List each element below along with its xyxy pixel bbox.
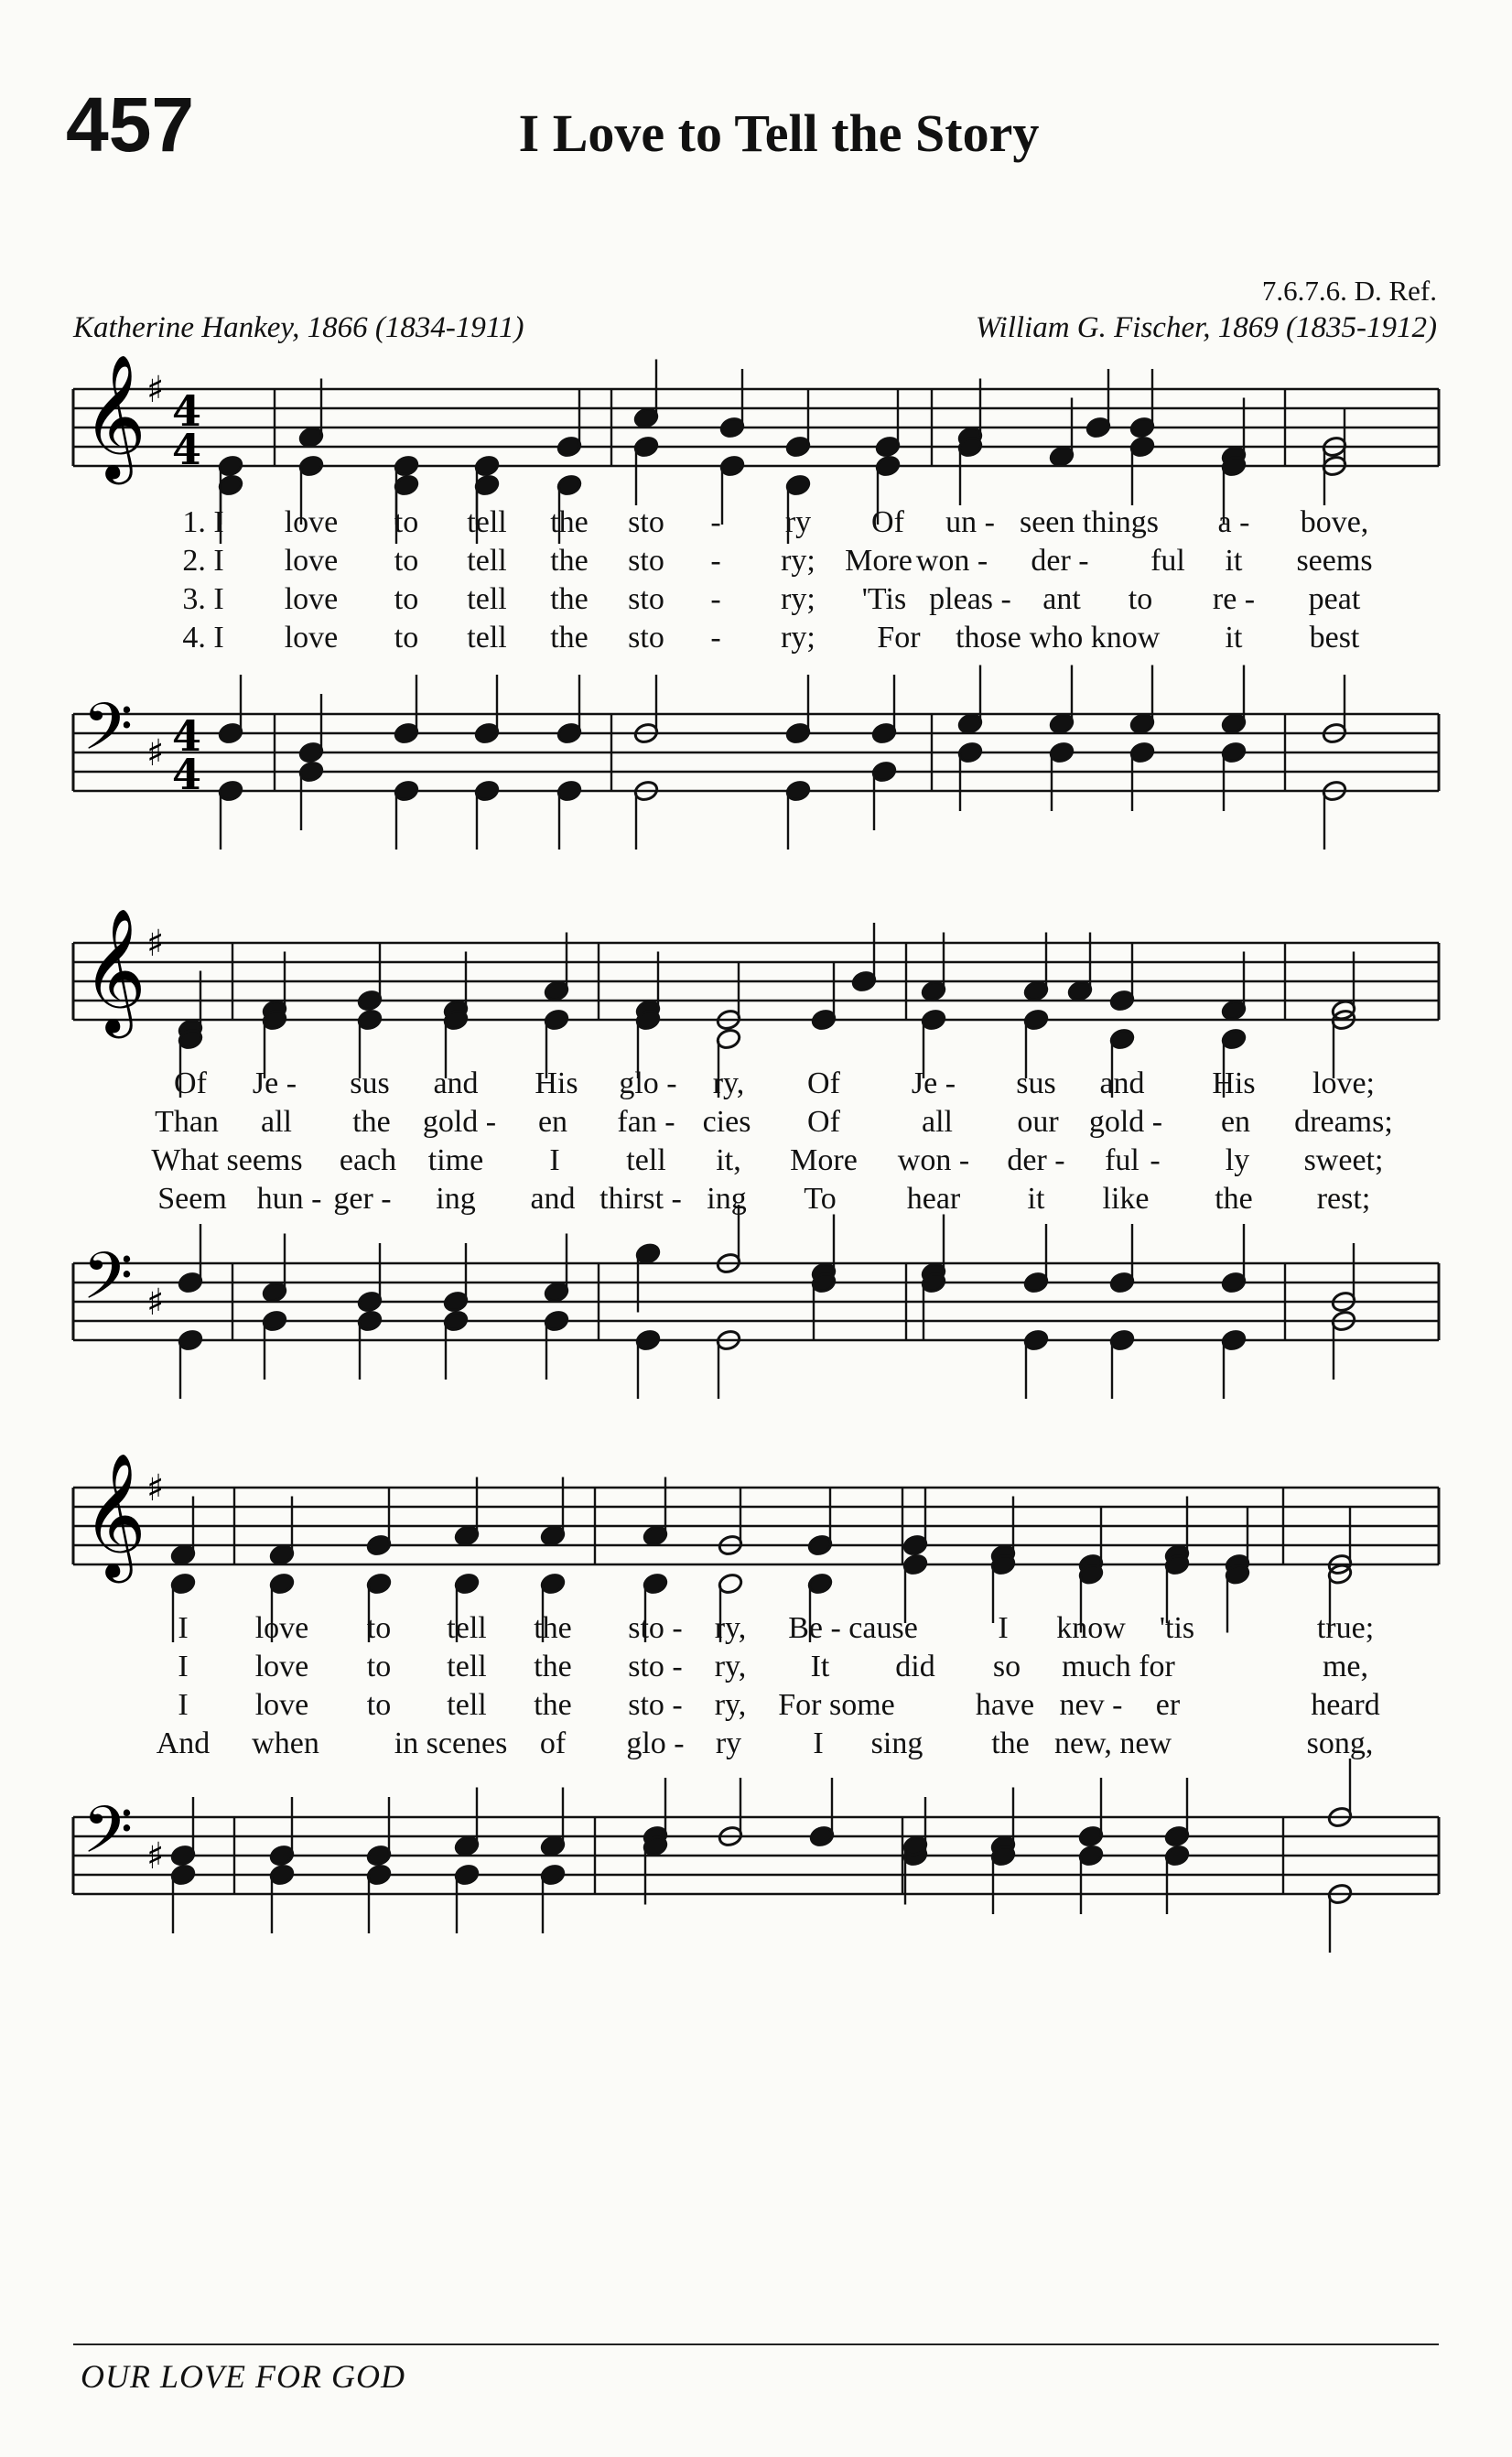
author-credit: Katherine Hankey, 1866 (1834-1911) xyxy=(73,311,524,344)
lyric-syllable: when xyxy=(252,1726,319,1760)
system-1-lyrics xyxy=(0,505,1512,670)
lyric-syllable: I xyxy=(549,1143,560,1177)
verse-row xyxy=(0,1726,1512,1765)
lyric-syllable: song, xyxy=(1306,1726,1374,1760)
bass-clef-icon: 𝄢 xyxy=(82,689,134,781)
system-2-treble-staff xyxy=(0,897,1512,1080)
system-2-lyrics xyxy=(0,1066,1512,1231)
lyric-syllable: ant xyxy=(1042,582,1081,616)
lyric-syllable: 'Tis xyxy=(861,582,907,616)
lyric-syllable: to xyxy=(394,505,419,539)
lyric-syllable: And xyxy=(156,1726,211,1760)
lyric-syllable: the xyxy=(534,1688,572,1722)
sharp-key-signature-icon: ♯ xyxy=(146,369,165,411)
lyric-syllable: More xyxy=(845,544,913,578)
lyric-syllable: seen things xyxy=(1019,505,1160,539)
lyric-syllable: tell xyxy=(447,1688,487,1722)
lyric-syllable: 2. I xyxy=(182,544,224,578)
time-signature-bottom: 4 xyxy=(172,425,202,474)
lyric-syllable: ful xyxy=(1105,1143,1139,1177)
lyric-syllable: in xyxy=(394,1726,419,1760)
lyric-syllable: I xyxy=(998,1611,1009,1645)
lyric-syllable: the xyxy=(550,621,589,655)
verse-row xyxy=(0,582,1512,621)
sharp-key-signature-icon: ♯ xyxy=(146,1282,165,1324)
lyric-syllable: tell xyxy=(626,1143,666,1177)
system-3-treble-staff xyxy=(0,1446,1512,1629)
lyric-syllable: a - xyxy=(1217,505,1250,539)
lyric-syllable: I xyxy=(178,1688,189,1722)
lyric-syllable: glo - xyxy=(626,1726,685,1760)
lyric-syllable: ing xyxy=(436,1182,476,1216)
lyric-syllable: all xyxy=(261,1105,292,1139)
lyric-syllable: ger - xyxy=(333,1182,392,1216)
hymn-title: I Love to Tell the Story xyxy=(518,103,1040,163)
lyric-syllable: peat xyxy=(1308,582,1361,616)
lyric-syllable: en xyxy=(1220,1105,1251,1139)
lyric-syllable: won - xyxy=(915,544,988,578)
bass-clef-icon: 𝄢 xyxy=(82,1792,134,1884)
lyric-syllable: sto xyxy=(628,582,664,616)
lyric-syllable: - xyxy=(710,505,721,539)
lyric-syllable: en xyxy=(537,1105,568,1139)
lyric-syllable: sto xyxy=(628,544,664,578)
lyric-syllable: sto - xyxy=(628,1650,683,1683)
lyric-syllable: love xyxy=(284,505,339,539)
lyric-syllable: sto - xyxy=(628,1611,683,1645)
verse-row xyxy=(0,1105,1512,1143)
section-category: OUR LOVE FOR GOD xyxy=(81,2358,405,2395)
time-signature-top: 4 xyxy=(172,711,202,761)
lyric-syllable: seems xyxy=(1296,544,1373,578)
lyric-syllable: His xyxy=(535,1066,578,1100)
lyric-syllable: gold - xyxy=(1088,1105,1163,1139)
lyric-syllable: to xyxy=(366,1650,392,1683)
lyric-syllable: Than xyxy=(155,1105,219,1139)
lyric-syllable: Je - xyxy=(911,1066,956,1100)
sharp-key-signature-icon: ♯ xyxy=(146,732,165,774)
lyric-syllable: What seems xyxy=(151,1143,303,1177)
treble-clef-icon: 𝄞 xyxy=(82,352,146,479)
lyric-syllable: ry, xyxy=(714,1611,747,1645)
verse-row xyxy=(0,621,1512,659)
lyric-syllable: scenes xyxy=(426,1726,508,1760)
lyric-syllable: and xyxy=(530,1182,576,1216)
lyric-syllable: Je - xyxy=(252,1066,297,1100)
lyric-syllable: tell xyxy=(467,621,507,655)
verse-row xyxy=(0,505,1512,544)
lyric-syllable: sto - xyxy=(628,1688,683,1722)
lyric-syllable: the xyxy=(550,544,589,578)
time-signature-top: 4 xyxy=(172,386,202,436)
treble-clef-icon: 𝄞 xyxy=(82,906,146,1033)
lyric-syllable: love xyxy=(284,544,339,578)
lyric-syllable: Be - cause xyxy=(788,1611,918,1645)
lyric-syllable: tell xyxy=(447,1611,487,1645)
lyric-syllable: - xyxy=(1150,1143,1161,1177)
lyric-syllable: tell xyxy=(467,544,507,578)
lyric-syllable: 1. I xyxy=(182,505,224,539)
lyric-syllable: cies xyxy=(702,1105,751,1139)
lyric-syllable: bove, xyxy=(1300,505,1369,539)
verse-row xyxy=(0,1182,1512,1220)
lyric-syllable: the xyxy=(550,505,589,539)
lyric-syllable: love; xyxy=(1312,1066,1375,1100)
lyric-syllable: ful xyxy=(1150,544,1185,578)
lyric-syllable: love xyxy=(254,1650,309,1683)
lyric-syllable: un - xyxy=(945,505,995,539)
lyric-syllable: to xyxy=(1128,582,1153,616)
lyric-syllable: love xyxy=(254,1611,309,1645)
lyric-syllable: - xyxy=(710,582,721,616)
lyric-syllable: all xyxy=(922,1105,953,1139)
footer-rule xyxy=(73,2343,1439,2345)
lyric-syllable: Of xyxy=(871,505,904,539)
verse-row xyxy=(0,1650,1512,1688)
sharp-key-signature-icon: ♯ xyxy=(146,1835,165,1878)
lyric-syllable: ry xyxy=(784,505,812,539)
lyric-syllable: heard xyxy=(1311,1688,1380,1722)
lyric-syllable: - xyxy=(710,621,721,655)
lyric-syllable: sto xyxy=(628,505,664,539)
lyric-syllable: it xyxy=(1225,621,1243,655)
lyric-syllable: I xyxy=(813,1726,824,1760)
sharp-key-signature-icon: ♯ xyxy=(146,923,165,965)
lyric-syllable: and xyxy=(1099,1066,1145,1100)
verse-row xyxy=(0,1688,1512,1726)
lyric-syllable: ing xyxy=(707,1182,747,1216)
lyric-syllable: time xyxy=(427,1143,484,1177)
lyric-syllable: the xyxy=(534,1650,572,1683)
hymn-number: 457 xyxy=(66,81,195,168)
lyric-syllable: hun - xyxy=(256,1182,322,1216)
lyric-syllable: His xyxy=(1212,1066,1256,1100)
lyric-syllable: the xyxy=(991,1726,1030,1760)
lyric-syllable: For some xyxy=(778,1688,895,1722)
lyric-syllable: so xyxy=(992,1650,1021,1683)
lyric-syllable: tell xyxy=(467,505,507,539)
lyric-syllable: I xyxy=(178,1650,189,1683)
lyric-syllable: ry xyxy=(715,1726,742,1760)
verse-row xyxy=(0,1611,1512,1650)
lyric-syllable: and xyxy=(433,1066,479,1100)
lyric-syllable: I xyxy=(178,1611,189,1645)
system-3-bass-staff xyxy=(0,1776,1512,1941)
lyric-syllable: ry, xyxy=(712,1066,745,1100)
lyric-syllable: to xyxy=(394,544,419,578)
lyric-syllable: sto xyxy=(628,621,664,655)
lyric-syllable: true; xyxy=(1316,1611,1375,1645)
lyric-syllable: - xyxy=(710,544,721,578)
lyric-syllable: It xyxy=(810,1650,830,1683)
lyric-syllable: to xyxy=(394,582,419,616)
system-1-bass-staff xyxy=(0,659,1512,824)
lyric-syllable: sus xyxy=(350,1066,390,1100)
lyric-syllable: me, xyxy=(1322,1650,1369,1683)
lyric-syllable: love xyxy=(284,582,339,616)
lyric-syllable: nev - xyxy=(1059,1688,1123,1722)
lyric-syllable: love xyxy=(284,621,339,655)
lyric-syllable: the xyxy=(352,1105,391,1139)
lyric-syllable: ry; xyxy=(781,582,815,616)
lyric-syllable: gold - xyxy=(422,1105,497,1139)
system-2-bass-staff xyxy=(0,1218,1512,1401)
lyric-syllable: pleas - xyxy=(929,582,1011,616)
system-3-lyrics xyxy=(0,1611,1512,1776)
lyric-syllable: best xyxy=(1309,621,1360,655)
lyric-syllable: ry; xyxy=(781,544,815,578)
lyric-syllable: glo - xyxy=(619,1066,677,1100)
lyric-syllable: Of xyxy=(807,1105,840,1139)
lyric-syllable: der - xyxy=(1031,544,1089,578)
lyric-syllable: fan - xyxy=(617,1105,675,1139)
lyric-syllable: Seem xyxy=(157,1182,227,1216)
lyric-syllable: it xyxy=(1225,544,1243,578)
lyric-syllable: re - xyxy=(1212,582,1256,616)
lyric-syllable: More xyxy=(790,1143,858,1177)
lyric-syllable: who know xyxy=(1029,621,1161,655)
verse-row xyxy=(0,544,1512,582)
lyric-syllable: it xyxy=(1027,1182,1045,1216)
lyric-syllable: ry; xyxy=(781,621,815,655)
lyric-syllable: ly xyxy=(1225,1143,1250,1177)
lyric-syllable: sus xyxy=(1016,1066,1056,1100)
lyric-syllable: like xyxy=(1102,1182,1150,1216)
treble-clef-icon: 𝄞 xyxy=(82,1451,146,1577)
verse-row xyxy=(0,1143,1512,1182)
verse-row xyxy=(0,1066,1512,1105)
lyric-syllable: 3. I xyxy=(182,582,224,616)
lyric-syllable: did xyxy=(895,1650,935,1683)
lyric-syllable: to xyxy=(366,1611,392,1645)
lyric-syllable: love xyxy=(254,1688,309,1722)
lyric-syllable: ry, xyxy=(714,1688,747,1722)
lyric-syllable: the xyxy=(1215,1182,1253,1216)
lyric-syllable: have xyxy=(975,1688,1035,1722)
lyric-syllable: dreams; xyxy=(1294,1105,1393,1139)
bass-clef-icon: 𝄢 xyxy=(82,1239,134,1330)
sharp-key-signature-icon: ♯ xyxy=(146,1467,165,1510)
lyric-syllable: Of xyxy=(807,1066,840,1100)
time-signature-bottom: 4 xyxy=(172,750,202,799)
lyric-syllable: tell xyxy=(447,1650,487,1683)
lyric-syllable: those xyxy=(956,621,1021,655)
lyric-syllable: much for xyxy=(1062,1650,1175,1683)
lyric-syllable: der - xyxy=(1007,1143,1065,1177)
lyric-syllable: the xyxy=(550,582,589,616)
lyric-syllable: our xyxy=(1017,1105,1059,1139)
lyric-syllable: tell xyxy=(467,582,507,616)
lyric-syllable: rest; xyxy=(1316,1182,1371,1216)
lyric-syllable: To xyxy=(804,1182,837,1216)
lyric-syllable: it, xyxy=(716,1143,741,1177)
lyric-syllable: Of xyxy=(174,1066,207,1100)
lyric-syllable: ry, xyxy=(714,1650,747,1683)
lyric-syllable: 4. I xyxy=(182,621,224,655)
lyric-syllable: know xyxy=(1056,1611,1126,1645)
lyric-syllable: to xyxy=(394,621,419,655)
lyric-syllable: hear xyxy=(906,1182,961,1216)
lyric-syllable: sweet; xyxy=(1303,1143,1384,1177)
lyric-syllable: sing xyxy=(870,1726,923,1760)
lyric-syllable: thirst - xyxy=(599,1182,682,1216)
lyric-syllable: 'tis xyxy=(1159,1611,1195,1645)
lyric-syllable: each xyxy=(339,1143,397,1177)
lyric-syllable: won - xyxy=(897,1143,970,1177)
composer-credit: William G. Fischer, 1869 (1835-1912) xyxy=(975,311,1437,344)
lyric-syllable: of xyxy=(539,1726,567,1760)
lyric-syllable: to xyxy=(366,1688,392,1722)
lyric-syllable: the xyxy=(534,1611,572,1645)
lyric-syllable: er xyxy=(1155,1688,1181,1722)
lyric-syllable: For xyxy=(877,621,921,655)
lyric-syllable: new, new xyxy=(1053,1726,1172,1760)
meter: 7.6.7.6. D. Ref. xyxy=(1261,275,1437,307)
